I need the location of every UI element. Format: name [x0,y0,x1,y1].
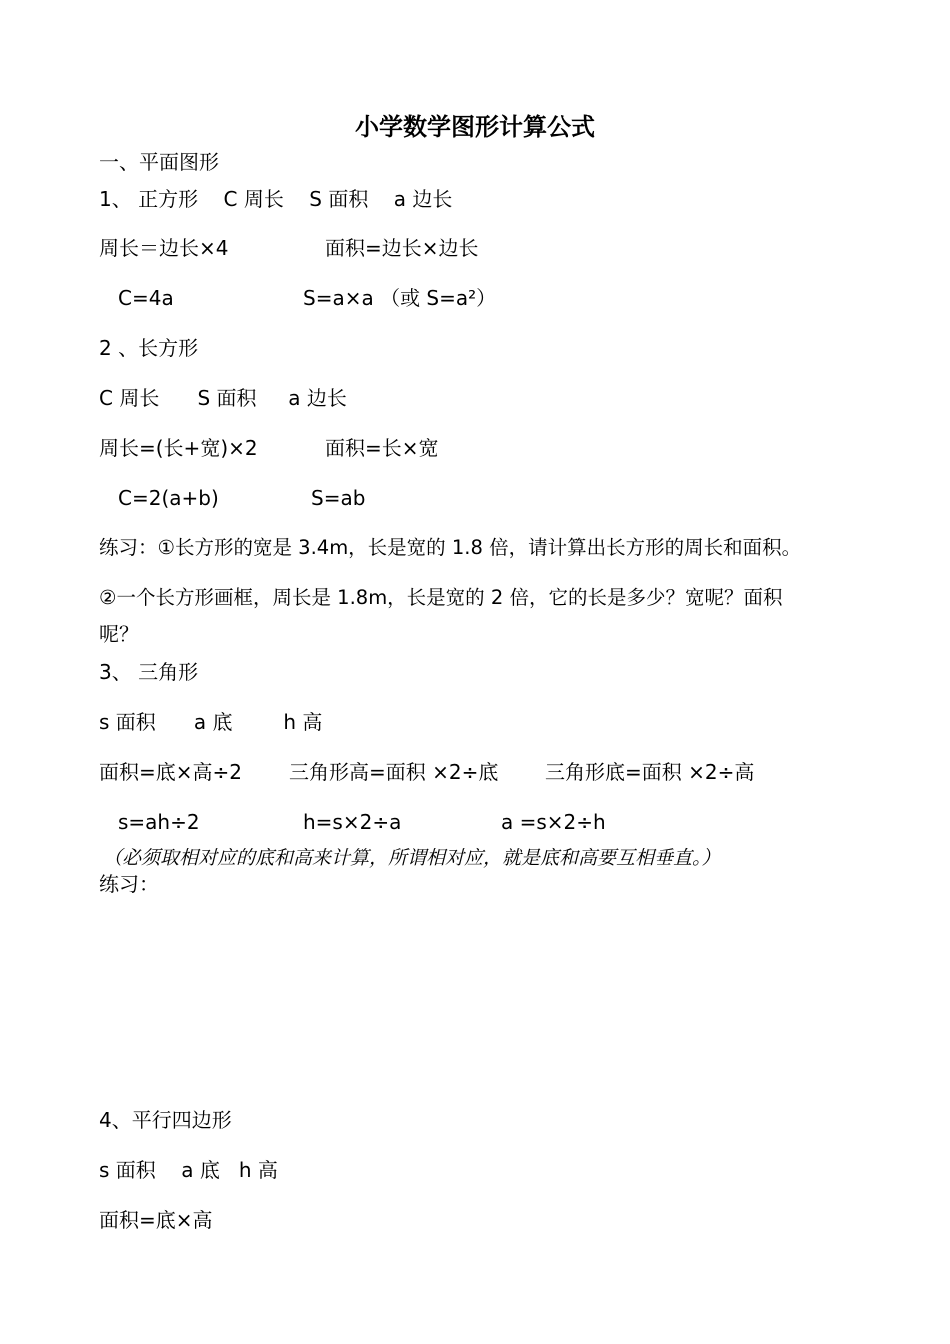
square-formula-row [99,236,859,260]
rectangle-perimeter-formula: 周长=(长+宽)×2 [99,436,258,460]
square-perimeter-symbol: C=4a [118,286,174,310]
rectangle-exercise-1: 练习：①长方形的宽是 3.4m，长是宽的 1.8 倍，请计算出长方形的周长和面积。 [99,536,802,559]
triangle-symbol-row [99,810,859,834]
square-symbol-row [99,286,859,310]
rectangle-area-symbol: S=ab [311,486,366,510]
rectangle-exercise-2-line2: 呢？ [99,622,139,646]
rectangle-vars: C 周长 S 面积 a 边长 [99,386,347,410]
triangle-area-formula: 面积=底×高÷2 [99,760,242,784]
parallelogram-area-formula: 面积=底×高 [99,1208,213,1232]
section-heading-plane-figures: 一、平面图形 [99,150,219,174]
square-area-formula: 面积=边长×边长 [325,236,479,260]
triangle-height-symbol: h=s×2÷a [303,810,402,834]
square-heading: 1、 正方形 C 周长 S 面积 a 边长 [99,187,453,211]
triangle-formula-row [99,760,859,784]
triangle-base-formula: 三角形底=面积 ×2÷高 [545,760,755,784]
square-perimeter-formula: 周长＝边长×4 [99,236,229,260]
rectangle-symbol-row [99,486,859,510]
triangle-base-symbol: a =s×2÷h [501,810,606,834]
triangle-heading: 3、 三角形 [99,660,199,684]
parallelogram-heading: 4、平行四边形 [99,1108,232,1132]
square-area-symbol: S=a×a （或 S=a²） [303,286,497,310]
triangle-height-formula: 三角形高=面积 ×2÷底 [289,760,499,784]
page-title: 小学数学图形计算公式 [355,113,595,141]
rectangle-exercise-2-line1: ②一个长方形画框，周长是 1.8m，长是宽的 2 倍，它的长是多少？宽呢？面积 [99,586,783,609]
rectangle-perimeter-symbol: C=2(a+b) [118,486,219,510]
rectangle-heading: 2 、长方形 [99,336,199,360]
parallelogram-vars: s 面积 a 底 h 高 [99,1158,278,1182]
rectangle-formula-row [99,436,859,460]
triangle-vars: s 面积 a 底 h 高 [99,710,323,734]
triangle-exercise-label: 练习： [99,872,159,896]
triangle-area-symbol: s=ah÷2 [118,810,200,834]
rectangle-area-formula: 面积=长×宽 [325,436,439,460]
triangle-note: （必须取相对应的底和高来计算，所谓相对应，就是底和高要互相垂直。） [103,847,721,869]
